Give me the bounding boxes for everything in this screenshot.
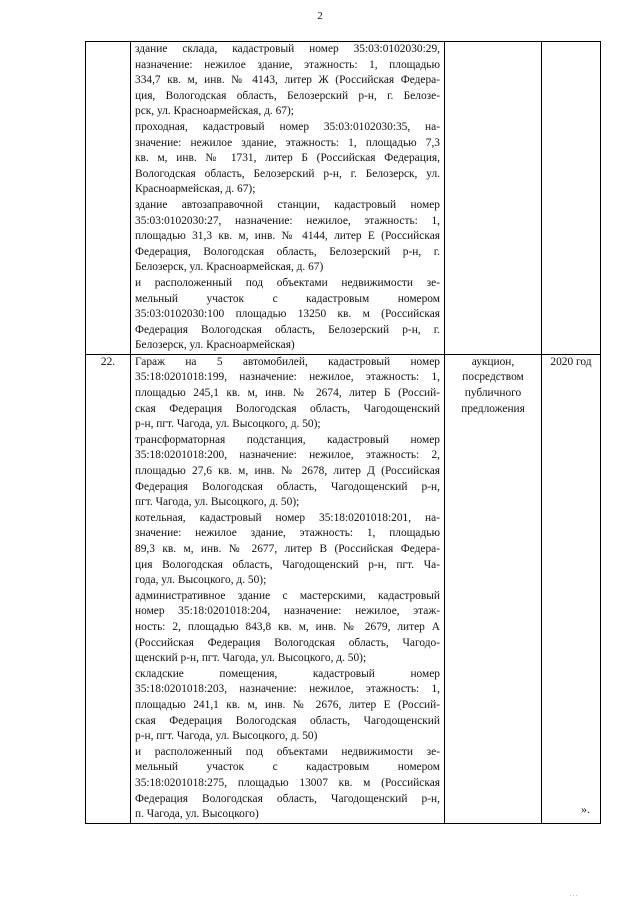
- text-line: Вологодская область, Белозерский р-н, г. Белозерск, ул.: [135, 167, 440, 180]
- text-line: Красноармейская, д. 67);: [135, 183, 256, 196]
- text-line: Федерация Вологодская область, Белозерский р-н, г.: [135, 323, 440, 336]
- text-line: назначение: нежилое здание, этажность: 1, площадью: [135, 58, 440, 71]
- row-number-cell: 22.: [86, 354, 131, 823]
- text-line: площадью 241,1 кв. м, инв. № 2676, литер Е (Россий-: [135, 698, 440, 711]
- text-line: (Российская Федерация Вологодская область, Чагодо-: [135, 636, 440, 649]
- text-line: пгт. Чагода, ул. Высоцкого, д. 50);: [135, 496, 300, 509]
- text-line: 89,3 кв. м, инв. № 2677, литер В (Российская Федера-: [135, 543, 440, 555]
- text-line: ность: 2, площадью 843,8 кв. м, инв. № 2679, литер А: [135, 620, 440, 633]
- text-line: 35:18:0201018:200, назначение: нежилое, этажность: 2,: [135, 449, 440, 462]
- sale-method-cell: [445, 354, 542, 823]
- text-line: складские помещения, кадастровый номер: [135, 667, 440, 680]
- text-line: аукцион,: [471, 355, 515, 368]
- text-line: предложения: [461, 402, 525, 415]
- year-cell: 2020 год: [542, 354, 601, 823]
- text-line: р-н, пгт. Чагода, ул. Высоцкого, д. 50): [135, 730, 318, 743]
- text-line: значение: нежилое здание, этажность: 1, площадью 7,3: [135, 136, 440, 149]
- text-line: площадью 31,3 кв. м, инв. № 4144, литер Е (Российская: [135, 230, 440, 243]
- text-line: 334,7 кв. м, инв. № 4143, литер Ж (Российская Федера-: [135, 74, 440, 87]
- text-line: значение: нежилое здание, этажность: 1, площадью: [135, 527, 440, 540]
- text-line: Белозерск, ул. Красноармейская): [135, 339, 295, 352]
- text-line: здание склада, кадастровый номер 35:03:0102030:29,: [135, 43, 440, 55]
- page-number: 2: [317, 10, 323, 22]
- text-line: мельный участок с кадастровым номером: [135, 292, 440, 305]
- sale-method-cell: [445, 42, 542, 355]
- text-line: площадью 27,6 кв. м, инв. № 2678, литер Д (Российская: [135, 465, 440, 478]
- text-line: 35:03:0102030:100 площадью 13250 кв. м (Российская: [135, 308, 440, 321]
- text-line: площадью 245,1 кв. м, инв. № 2674, литер Б (Россий-: [135, 387, 440, 400]
- text-line: рск, ул. Красноармейская, д. 67);: [135, 105, 294, 118]
- text-line: п. Чагода, ул. Высоцкого): [135, 808, 259, 821]
- text-line: 35:03:0102030:27, назначение: нежилое, этажность: 1,: [135, 214, 440, 227]
- text-line: щенский р-н, пгт. Чагода, ул. Высоцкого, д. 50);: [135, 652, 367, 665]
- year-cell: [542, 42, 601, 355]
- text-line: 35:18:0201018:203, назначение: нежилое, этажность: 1,: [135, 683, 440, 696]
- corner-mark: . . .: [570, 892, 578, 898]
- text-line: и расположенный под объектами недвижимости зе-: [135, 276, 440, 289]
- text-line: здание автозаправочной станции, кадастровый номер: [135, 198, 440, 211]
- text-line: Федерация, Вологодская область, Белозерский р-н, г.: [135, 245, 440, 258]
- table-row-22: [86, 354, 601, 823]
- text-line: мельный участок с кадастровым номером: [135, 761, 440, 774]
- text-line: ция Вологодская область, Чагодощенский р-н, пгт. Ча-: [135, 558, 440, 571]
- row-number-cell: [86, 42, 131, 355]
- text-line: котельная, кадастровый номер 35:18:0201018:201, на-: [135, 511, 440, 524]
- text-line: 35:18:0201018:199, назначение: нежилое, этажность: 1,: [135, 371, 440, 384]
- description-cell: [131, 354, 445, 823]
- text-line: Федерация Вологодская область, Чагодощенский р-н,: [135, 480, 440, 493]
- table-row-continued: [86, 42, 601, 355]
- text-line: Федерация Вологодская область, Чагодощенский р-н,: [135, 792, 440, 805]
- text-line: административное здание с мастерскими, кадастровый: [135, 589, 440, 602]
- text-line: Гараж на 5 автомобилей, кадастровый номер: [135, 355, 440, 368]
- text-line: р-н, пгт. Чагода, ул. Высоцкого, д. 50);: [135, 418, 321, 431]
- text-line: номер 35:18:0201018:204, назначение: нежилое, этаж-: [135, 605, 440, 618]
- closing-quote: ».: [581, 802, 590, 816]
- property-table: [85, 41, 601, 824]
- text-line: ская Федерация Вологодская область, Чагодощенский: [135, 402, 440, 415]
- text-line: ция, Вологодская область, Белозерский р-н, г. Белозе-: [135, 89, 440, 102]
- text-line: года, ул. Высоцкого, д. 50);: [135, 574, 267, 587]
- text-line: трансформаторная подстанция, кадастровый номер: [135, 433, 440, 446]
- text-line: 35:18:0201018:275, площадью 13007 кв. м (Российская: [135, 776, 440, 789]
- description-cell: [131, 42, 445, 355]
- text-line: и расположенный под объектами недвижимости зе-: [135, 745, 440, 758]
- text-line: Белозерск, ул. Красноармейская, д. 67): [135, 261, 324, 274]
- text-line: публичного: [464, 387, 522, 400]
- text-line: ская Федерация Вологодская область, Чагодощенский: [135, 714, 440, 727]
- text-line: проходная, кадастровый номер 35:03:0102030:35, на-: [135, 120, 440, 133]
- text-line: посредством: [462, 371, 524, 384]
- text-line: кв. м, инв. № 1731, литер Б (Российская Федерация,: [135, 152, 440, 165]
